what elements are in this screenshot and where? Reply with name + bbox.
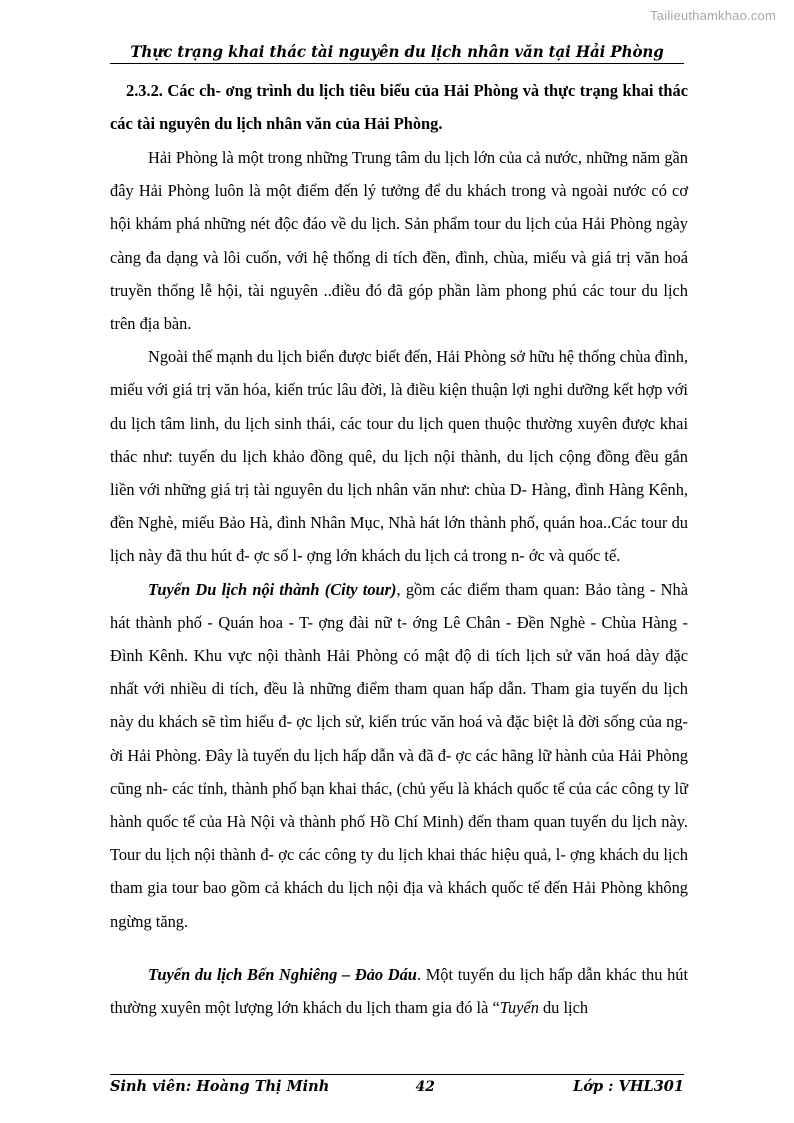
paragraph-1: Hải Phòng là một trong những Trung tâm du lịch lớn của cả nước, những năm gần đây Hải Phòng luôn là một điểm đến lý tưởng để du khách trong và ngoài nước có cơ hội khám phá những nét độc đáo về du lịch. Sản phẩm tour du lịch của Hải Phòng ngày càng đa dạng và lôi cuốn, với hệ thống di tích đền, đình, chùa, miếu và giá trị văn hoá truyền thống lễ hội, tài nguyên ..điều đó đã góp phần làm phong phú các tour du lịch trên địa bàn. — [110, 148, 688, 334]
watermark-text: Tailieuthamkhao.com — [650, 8, 776, 23]
paragraph-2: Ngoài thế mạnh du lịch biển được biết đến, Hải Phòng sở hữu hệ thống chùa đình, miếu với giá trị văn hóa, kiến trúc lâu đời, là điều kiện thuận lợi nghi dưỡng kết hợp với du lịch tâm linh, du lịch sinh thái, các tour du lịch quen thuộc thường xuyên được khai thác như: tuyến du lịch khảo đồng quê, du lịch nội thành, du lịch cộng đồng đều gắn liền với những giá trị tài nguyên du lịch nhân văn như: chùa D- Hàng, đình Hàng Kênh, đền Nghè, miếu Bảo Hà, đình Nhân Mục, Nhà hát lớn thành phố, quán hoa..Các tour du lịch này đã thu hút đ- ợc số l- ợng lớn khách du lịch cả trong n- ớc và quốc tế. — [110, 347, 688, 566]
paragraph-4-end: du lịch — [538, 998, 589, 1018]
footer-class: Lớp : VHL301 — [573, 1078, 684, 1095]
paragraph-4-quoted-term: Tuyến — [499, 998, 539, 1018]
paragraph-3-lead: Tuyến Du lịch nội thành (City tour) — [148, 579, 397, 599]
header-divider — [110, 63, 684, 64]
paragraph-spacer — [110, 938, 688, 958]
footer-page-number: 42 — [415, 1079, 435, 1095]
paragraph-4-mid: . Một tuyến du lịch hấp dẫn khác thu hút thường xuyên một lượng lớn khách du lịch tham gia đó là “ — [110, 964, 689, 1018]
running-footer — [110, 1074, 684, 1095]
paragraph-4 — [110, 958, 688, 1024]
section-heading: 2.3.2. Các ch- ơng trình du lịch tiêu biểu của Hải Phòng và thực trạng khai thác các tài nguyên du lịch nhân văn của Hải Phòng. — [110, 81, 688, 133]
running-header-title: Thực trạng khai thác tài nguyên du lịch nhân văn tại Hải Phòng — [130, 42, 664, 61]
footer-divider — [110, 1074, 684, 1075]
document-body — [110, 74, 688, 1024]
running-header — [110, 42, 684, 64]
paragraph-3 — [110, 573, 688, 938]
paragraph-4-lead: Tuyến du lịch Bến Nghiêng – Đảo Dáu — [148, 964, 417, 984]
footer-student-name: Sinh viên: Hoàng Thị Minh — [110, 1078, 330, 1095]
paragraph-3-rest: , gồm các điểm tham quan: Bảo tàng - Nhà hát thành phố - Quán hoa - T- ợng đài nữ t- ớng Lê Chân - Đền Nghè - Chùa Hàng - Đình Kênh. Khu vực nội thành Hải Phòng có mật độ di tích lịch sử văn hoá dày đặc nhất với nhiều di tích, đều là những điểm tham quan hấp dẫn. Tham gia tuyến du lịch này du khách sẽ tìm hiểu đ- ợc lịch sử, kiến trúc văn hoá và đặc biệt là đời sống của ng- ời Hải Phòng. Đây là tuyến du lịch hấp dẫn và đã đ- ợc các hãng lữ hành của Hải Phòng cũng nh- các tỉnh, thành phố bạn khai thác, (chủ yếu là khách quốc tế của các công ty lữ hành quốc tế của Hà Nội và thành phố Hồ Chí Minh) đến tham quan tuyến du lịch này. Tour du lịch nội thành đ- ợc các công ty du lịch khai thác hiệu quả, l- ợng khách du lịch tham gia tour bao gồm cả khách du lịch nội địa và khách quốc tế đến Hải Phòng không ngừng tăng. — [110, 579, 688, 931]
